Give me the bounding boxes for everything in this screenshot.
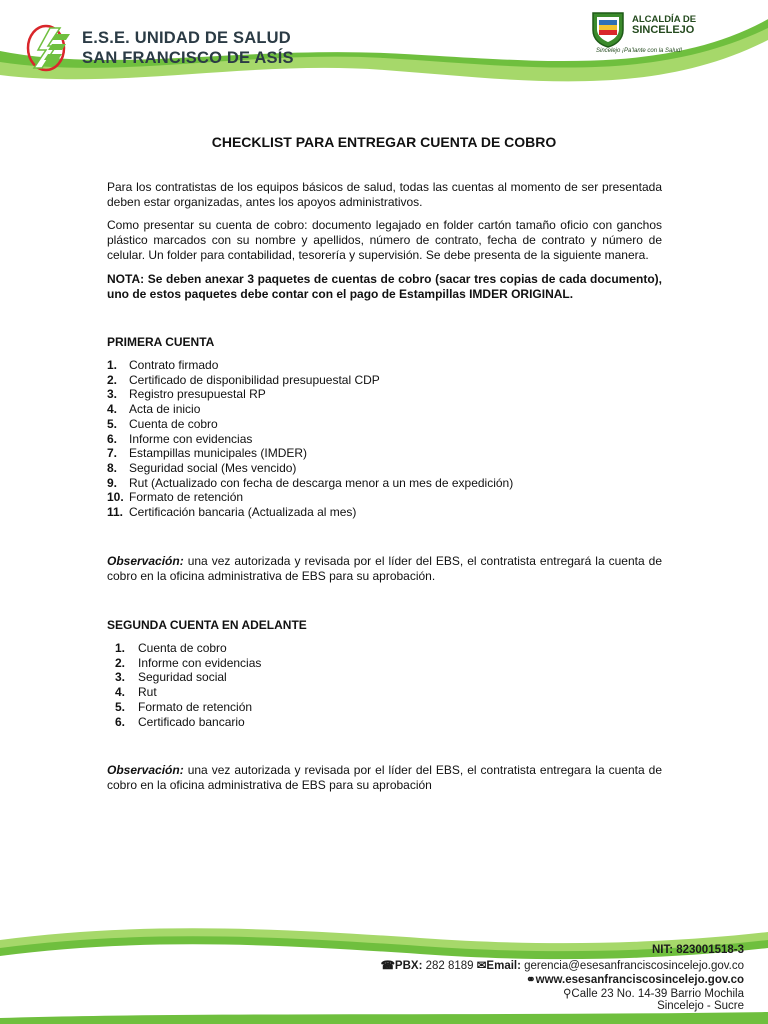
section-title-primera-cuenta: PRIMERA CUENTA	[107, 335, 215, 349]
list-number: 1.	[107, 358, 118, 372]
list-item-text: Rut	[138, 685, 157, 700]
list-item-text: Rut (Actualizado con fecha de descarga menor a un mes de expedición)	[129, 475, 514, 490]
list-number: 7.	[107, 446, 118, 461]
list-item-text: Certificado bancario	[138, 714, 245, 729]
alcaldia-name	[632, 14, 696, 36]
alcaldia-name-line2: SINCELEJO	[632, 24, 695, 36]
document-title: CHECKLIST PARA ENTREGAR CUENTA DE COBRO	[211, 134, 557, 150]
list-item-text: Cuenta de cobro	[129, 416, 218, 431]
list-item-text: Registro presupuestal RP	[129, 387, 266, 402]
list-number: 11.	[107, 505, 124, 520]
list-item	[115, 685, 261, 700]
list-item-text: Formato de retención	[138, 699, 253, 714]
list-number: 6.	[107, 431, 118, 446]
note-paragraph: NOTA: Se deben anexar 3 paquetes de cuentas de cobro (sacar tres copias de cada documento), uno de estos paquetes debe contar con el pago de Estampillas IMDER ORIGINAL.	[107, 272, 662, 301]
alcaldia-name-line1: ALCALDÍA DE	[632, 14, 697, 25]
list-item-text: Estampillas municipales (IMDER)	[129, 446, 308, 461]
observation-label: Observación:	[107, 763, 184, 777]
footer-nit: NIT: 823001518-3	[651, 944, 744, 956]
list-item	[115, 715, 261, 730]
list-item-text: Seguridad social (Mes vencido)	[129, 460, 297, 475]
list-number: 3.	[115, 670, 126, 685]
list-item	[115, 670, 261, 685]
list-item	[107, 417, 513, 432]
footer-city: Sincelejo - Sucre	[657, 1000, 744, 1012]
list-number: 5.	[107, 416, 118, 431]
list-number: 5.	[115, 699, 126, 714]
instructions-paragraph: Como presentar su cuenta de cobro: documento legajado en folder cartón tamaño oficio con ganchos plástico marcados con su nombre y apellidos, número de contrato, fecha de contrato y número de celular. Un folder para contabilidad, tesorería y supervisión. Se debe presenta de la siguiente manera.	[107, 218, 662, 262]
alcaldia-slogan: Sincelejo ¡Pa’lante con la Salud!	[596, 48, 683, 54]
organization-name	[82, 28, 294, 68]
list-item	[107, 432, 513, 447]
list-item-text: Informe con evidencias	[129, 431, 253, 446]
list-item-text: Formato de retención	[129, 490, 244, 505]
list-item	[107, 490, 513, 505]
list-item-text: Certificación bancaria (Actualizada al mes)	[129, 505, 357, 520]
list-number: 8.	[107, 460, 118, 475]
list-number: 2.	[115, 655, 126, 670]
email-icon: ✉	[476, 960, 487, 972]
list-item	[107, 446, 513, 461]
list-item	[107, 373, 513, 388]
list-number: 9.	[107, 475, 118, 490]
list-number: 3.	[107, 387, 118, 402]
list-item	[107, 461, 513, 476]
list-item-text: Certificado de disponibilidad presupuestal CDP	[129, 372, 380, 387]
location-pin-icon: ⚲	[562, 988, 572, 1000]
email-value[interactable]: gerencia@esesanfranciscosincelejo.gov.co	[520, 960, 744, 972]
observation-paragraph-2	[107, 763, 662, 793]
list-number: 2.	[107, 372, 118, 387]
organization-name-line1: E.S.E. UNIDAD DE SALUD	[82, 29, 291, 47]
phone-icon: ☎	[380, 960, 395, 972]
list-number: 10.	[107, 490, 124, 505]
list-item-text: Cuenta de cobro	[138, 641, 227, 655]
list-item	[115, 656, 261, 671]
primera-cuenta-list	[107, 358, 513, 520]
observation-text: una vez autorizada y revisada por el líder del EBS, el contratista entregará la cuenta de cobro en la oficina administrativa de EBS para su aprobación.	[107, 554, 662, 583]
email-label: Email:	[486, 960, 521, 972]
footer-address: Calle 23 No. 14-39 Barrio Mochila	[571, 988, 744, 1000]
footer-address-line	[563, 986, 744, 1000]
section-title-segunda-cuenta: SEGUNDA CUENTA EN ADELANTE	[107, 618, 307, 632]
list-item	[107, 505, 513, 520]
globe-icon: ⚭	[526, 974, 536, 986]
segunda-cuenta-list	[115, 641, 261, 729]
intro-paragraph: Para los contratistas de los equipos básicos de salud, todas las cuentas al momento de ser presentada deben estar organizadas, antes los apoyos administrativos.	[107, 180, 662, 209]
list-item-text: Contrato firmado	[129, 358, 219, 372]
organization-name-line2: SAN FRANCISCO DE ASÍS	[82, 49, 294, 67]
list-item	[107, 358, 513, 373]
list-number: 1.	[115, 641, 126, 655]
footer-website-line	[526, 972, 744, 986]
list-item-text: Seguridad social	[138, 670, 227, 685]
observation-label: Observación:	[107, 554, 184, 568]
list-item	[107, 476, 513, 491]
observation-paragraph-1	[107, 554, 662, 584]
list-number: 6.	[115, 714, 126, 729]
pbx-value: 282 8189	[422, 960, 474, 972]
ese-logo-icon	[26, 22, 74, 74]
list-item-text: Informe con evidencias	[138, 655, 262, 670]
footer-contact-line	[381, 958, 744, 972]
alcaldia-crest-icon	[590, 10, 626, 48]
pbx-label: PBX:	[394, 960, 423, 972]
observation-text: una vez autorizada y revisada por el líder del EBS, el contratista entregara la cuenta de cobro en la oficina administrativa de EBS para su aprobación	[107, 763, 662, 792]
list-number: 4.	[107, 402, 118, 417]
list-item	[107, 402, 513, 417]
list-item	[107, 387, 513, 402]
list-number: 4.	[115, 685, 126, 700]
list-item-text: Acta de inicio	[129, 402, 201, 417]
footer-website[interactable]: www.esesanfranciscosincelejo.gov.co	[535, 974, 744, 986]
list-item	[115, 641, 261, 656]
list-item	[115, 700, 261, 715]
